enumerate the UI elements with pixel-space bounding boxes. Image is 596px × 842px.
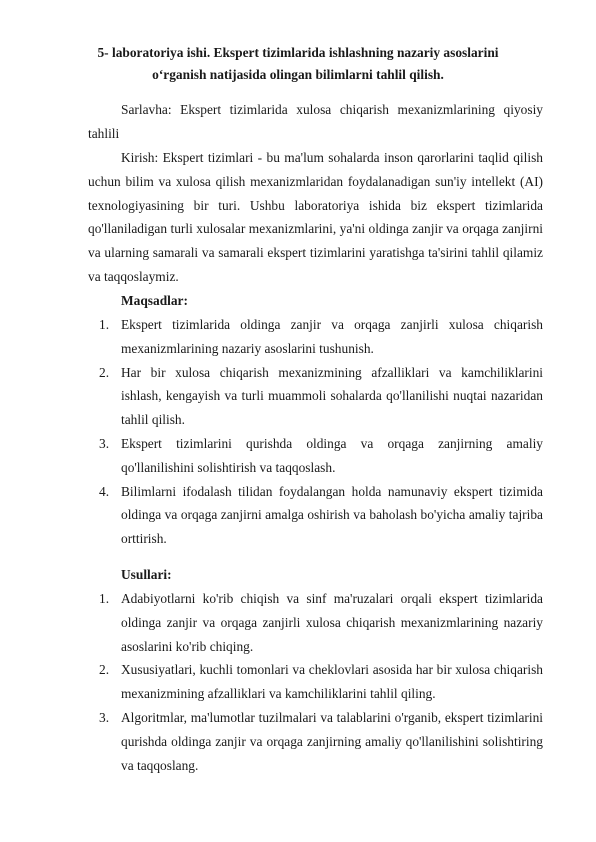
list-number: 1.: [99, 317, 110, 332]
list-item-text: Har bir xulosa chiqarish mexanizmining afzalliklari va kamchiliklarini ishlash, kengayish va turli muammoli sohalarda qo'llanilishi nuqtai nazaridan tahlil qilish.: [121, 364, 543, 428]
list-item: [88, 658, 543, 706]
list-item: [88, 587, 543, 658]
list-item-text: Ekspert tizimlarini qurishda oldinga va orqaga zanjirning amaliy qo'llanilishini solishtirish va taqqoslash.: [121, 435, 543, 475]
kirish-paragraph: Kirish: Ekspert tizimlari - bu ma'lum sohalarda inson qarorlarini taqlid qilish uchun bilim va xulosa qilish mexanizmlaridan foydalanadigan sun'iy intellekt (AI) texnologiyasining bir turi. Ushbu laboratoriya ishida biz ekspert tizimlarida qo'llaniladigan turli xulosalar mexanizmlarini, ya'ni oldinga zanjir va orqaga zanjirni va ularning samarali va samarali ekspert tizimlarini yaratishga ta'sirini tahlil qilamiz va taqqoslaymiz.: [88, 150, 543, 284]
list-number: 2.: [99, 364, 110, 380]
list-item: [88, 432, 543, 480]
list-item-text: Xususiyatlari, kuchli tomonlari va cheklovlari asosida har bir xulosa chiqarish mexanizmining afzalliklari va kamchiliklarini tahlil qiling.: [121, 662, 543, 702]
sarlavha-paragraph: Sarlavha: Ekspert tizimlarida xulosa chiqarish mexanizmlarining qiyosiy tahlili: [88, 102, 543, 141]
list-item: [88, 313, 543, 361]
list-number: 3.: [99, 435, 110, 451]
list-number: 1.: [99, 591, 110, 606]
list-item: [88, 706, 543, 777]
list-item: [88, 480, 543, 551]
list-number: 2.: [99, 662, 110, 678]
list-item-text: Ekspert tizimlarida oldinga zanjir va orqaga zanjirli xulosa chiqarish mexanizmlarining nazariy asoslarini tushunish.: [121, 317, 543, 356]
usullari-heading: Usullari:: [121, 567, 172, 582]
list-number: 4.: [99, 483, 110, 499]
maqsadlar-heading: Maqsadlar:: [121, 293, 188, 308]
maqsadlar-list: [88, 313, 543, 551]
list-item-text: Adabiyotlarni ko'rib chiqish va sinf ma'ruzalari orqali ekspert tizimlarida oldinga zanjir va orqaga zanjirli xulosa chiqarish mexanizmlarining nazariy asoslarini ko'rib chiqing.: [121, 591, 543, 654]
usullari-list: [88, 587, 543, 777]
list-item-text: Bilimlarni ifodalash tilidan foydalangan holda namunaviy ekspert tizimida oldinga va orqaga zanjirni amalga oshirish va baholash bo'yicha amaliy tajriba orttirish.: [121, 483, 543, 547]
document-title-line-2: o‘rganish natijasida olingan bilimlarni tahlil qilish.: [152, 67, 444, 82]
document-title-line-1: 5- laboratoriya ishi. Ekspert tizimlarida ishlashning nazariy asoslarini: [97, 45, 499, 60]
list-item: [88, 361, 543, 432]
list-number: 3.: [99, 709, 110, 725]
list-item-text: Algoritmlar, ma'lumotlar tuzilmalari va talablarini o'rganib, ekspert tizimlarini qurishda oldinga zanjir va orqaga zanjirning amaliy qo'llanilishini solishtiring va taqqoslang.: [121, 709, 543, 773]
